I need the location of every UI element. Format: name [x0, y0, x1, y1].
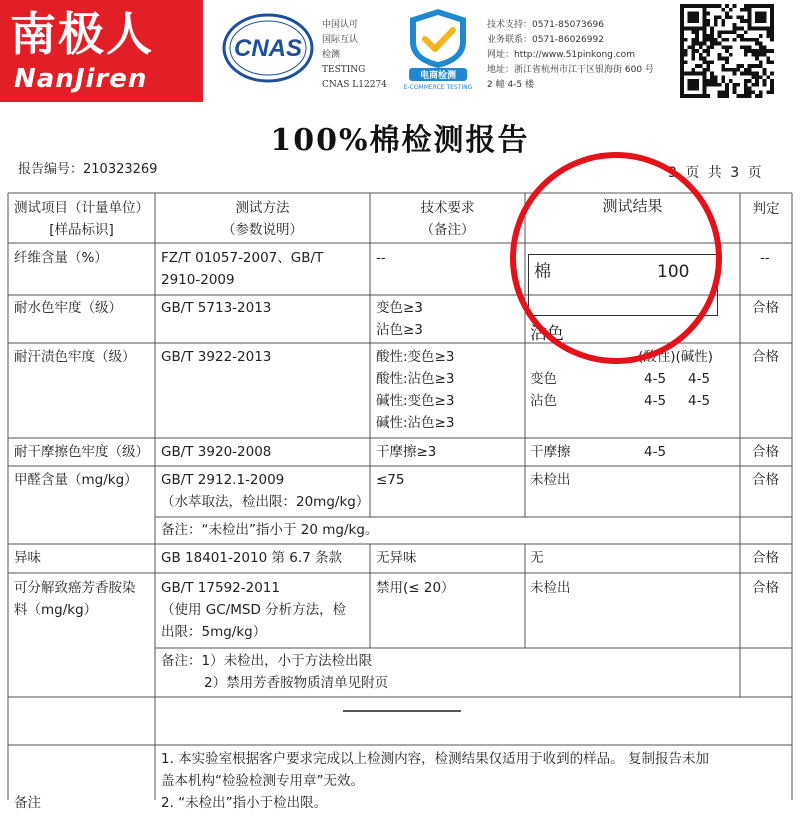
header-result: 测试结果 — [602, 197, 663, 215]
formaldehyde-requirement: ≤75 — [376, 472, 405, 488]
sweat-item: 耐汗渍色牢度（级） — [14, 349, 136, 365]
fiber-method: FZ/T 01057-2007、GB/T 2910-2009 — [161, 250, 324, 288]
formaldehyde-item: 甲醛含量（mg/kg） — [14, 472, 138, 488]
formaldehyde-result: 未检出 — [530, 472, 571, 488]
rub-item: 耐干摩擦色牢度（级） — [14, 444, 149, 460]
odor-method: GB 18401-2010 第 6.7 条款 — [161, 550, 343, 566]
rub-result-value: 4-5 — [644, 444, 667, 460]
odor-result: 无 — [530, 550, 544, 566]
rub-result-label: 干摩擦 — [530, 444, 571, 460]
rub-method: GB/T 3920-2008 — [161, 444, 272, 460]
page-info: 3 页 共 3 页 — [668, 165, 764, 181]
sweat-requirement: 酸性:变色≥3 酸性:沾色≥3 碱性:变色≥3 碱性:沾色≥3 — [376, 349, 455, 431]
ecommerce-testing-shield-icon — [398, 6, 478, 90]
sweat-verdict: 合格 — [752, 349, 779, 365]
water-requirement: 变色≥3 沾色≥3 — [376, 300, 423, 338]
sweat-method: GB/T 3922-2013 — [161, 349, 272, 365]
amine-requirement: 禁用(≤ 20） — [376, 580, 455, 596]
cnas-logo-icon — [222, 12, 314, 84]
rub-verdict: 合格 — [752, 444, 779, 460]
header-test-method: 测试方法 （参数说明） — [222, 200, 303, 238]
qr-code-icon — [680, 4, 774, 98]
amine-verdict: 合格 — [752, 580, 779, 596]
sweat-result-acid-2: 4-5 — [644, 393, 667, 409]
amine-method: GB/T 17592-2011 （使用 GC/MSD 分析方法，检 出限：5mg/kg） — [161, 580, 347, 640]
header-verdict: 判定 — [752, 201, 780, 217]
ecommerce-label-cn: 电商检测 — [419, 71, 457, 81]
amine-item: 可分解致癌芳香胺染 料（mg/kg） — [14, 580, 136, 618]
cnas-logo-text: CNAS — [233, 35, 303, 62]
fiber-requirement: -- — [376, 250, 386, 266]
footer-notes: 1. 本实验室根据客户要求完成以上检测内容，检测结果仅适用于收到的样品。 复制报告未加 盖本机构“检验检测专用章”无效。 2. “未检出”指小于检出限。 — [161, 751, 709, 811]
water-item: 耐水色牢度（级） — [14, 300, 122, 316]
ecommerce-label-en: E-COMMERCE TESTING — [403, 84, 473, 90]
formaldehyde-method: GB/T 2912.1-2009 （水萃取法，检出限：20mg/kg） — [161, 472, 370, 510]
sweat-result-alkali-2: 4-5 — [688, 393, 711, 409]
sweat-result-row-discolor: 变色 — [530, 371, 557, 387]
rub-requirement: 干摩擦≥3 — [376, 444, 437, 460]
footer-label: 备注 — [14, 795, 41, 811]
water-method: GB/T 5713-2013 — [161, 300, 272, 316]
report-title: 100%棉检测报告 — [270, 123, 530, 158]
contact-info: 技术支持：0571-85073696 业务联系：0571-86026992 网址：http://www.51pinkong.com 地址：浙江省杭州市江干区银海街 600 号 2 幢 4-5 楼 — [487, 20, 654, 90]
brand-logo — [0, 0, 203, 102]
cnas-accreditation-text: 中国认可 国际互认 检测 TESTING CNAS L12274 — [322, 20, 387, 90]
formaldehyde-verdict: 合格 — [752, 472, 779, 488]
amine-note-1: 备注：1）未检出，小于方法检出限 — [161, 653, 373, 669]
amine-note-2: 2）禁用芳香胺物质清单见附页 — [204, 675, 389, 691]
highlight-circle — [510, 152, 722, 364]
sweat-result-row-stain: 沾色 — [530, 393, 557, 409]
formaldehyde-note: 备注：“未检出”指小于 20 mg/kg。 — [161, 522, 379, 538]
sweat-result-alkali-1: 4-5 — [688, 371, 711, 387]
fiber-item: 纤维含量（%） — [14, 250, 108, 266]
header-requirement: 技术要求 （备注） — [420, 200, 475, 238]
fiber-result-label: 棉 — [534, 262, 551, 282]
header-test-item: 测试项目（计量单位） [样品标识] — [14, 200, 149, 238]
brand-name-en: NanJiren — [14, 64, 148, 94]
brand-name-cn: 南极人 — [10, 7, 154, 61]
sweat-result-header: (酸性)(碱性) — [638, 349, 714, 365]
odor-item: 异味 — [14, 550, 41, 566]
report-number: 报告编号：210323269 — [18, 162, 158, 177]
sweat-result-acid-1: 4-5 — [644, 371, 667, 387]
water-result: 沾色 — [530, 324, 564, 344]
fiber-result-value: 100 — [657, 262, 690, 282]
odor-requirement: 无异味 — [376, 550, 417, 566]
odor-verdict: 合格 — [752, 550, 779, 566]
fiber-verdict: -- — [760, 250, 770, 266]
water-verdict: 合格 — [752, 300, 779, 316]
amine-result: 未检出 — [530, 580, 571, 596]
